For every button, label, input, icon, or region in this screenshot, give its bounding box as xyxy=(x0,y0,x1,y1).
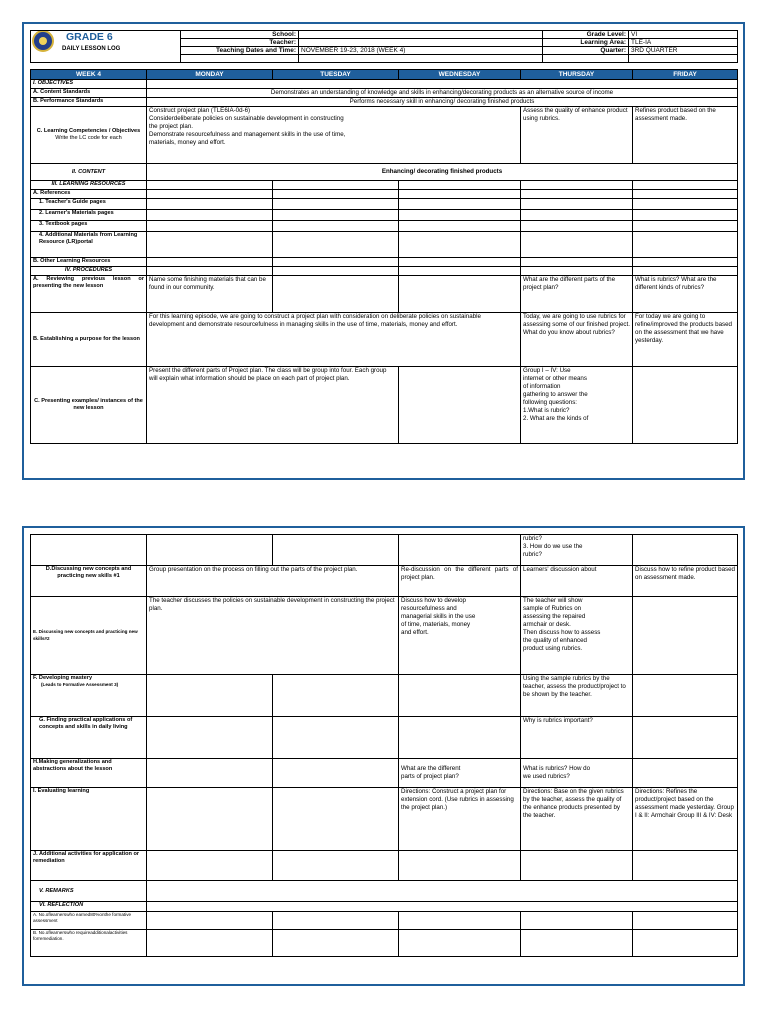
procedure-f-thursday: Using the sample rubrics by the teacher, assess the product/project to be shown by the teacher. xyxy=(521,675,633,717)
header-table xyxy=(30,30,738,63)
competency-line: materials, money and effort. xyxy=(149,139,226,146)
procedure-d-label: D.Discussing new concepts and practicing new skills #1 xyxy=(31,566,147,597)
quarter-value[interactable]: 3RD QUARTER xyxy=(629,47,738,55)
c-thu-line: 1.What is rubric? xyxy=(523,407,570,414)
c-thu-line: 2. What are the kinds of xyxy=(523,415,589,422)
performance-standards-label: B. Performance Standards xyxy=(31,98,147,107)
tb-label: 3. Textbook pages xyxy=(31,221,147,232)
procedure-h-label: H.Making generalizations and abstractions about the lesson xyxy=(31,759,147,788)
procedure-i-wednesday: Directions: Construct a project plan for extension cord. (Use rubrics in assessing the project plan.) xyxy=(399,788,521,851)
teacher-label: Teacher: xyxy=(181,39,299,47)
content-value: Enhancing/ decorating finished products xyxy=(147,164,738,181)
procedure-c-thursday-cont xyxy=(521,535,633,566)
e-wed-line: Discuss how to develop xyxy=(401,597,467,604)
procedure-a-friday: What is rubrics? What are the different kinds of rubrics? xyxy=(633,276,738,313)
quarter-label: Quarter: xyxy=(543,47,629,55)
procedure-e-text: E. Discussing new concepts and practicing new skills#2 xyxy=(33,628,138,641)
school-label: School: xyxy=(181,31,299,39)
dates-value[interactable]: NOVEMBER 19-23, 2018 (WEEK 4) xyxy=(299,47,543,55)
c-thu-line: following questions: xyxy=(523,399,578,406)
procedure-j-label: J. Additional activities for application or remediation xyxy=(31,851,147,881)
competency-line: Construct project plan (TLE6IA-0d-6) xyxy=(149,107,251,114)
procedure-c-monday: Present the different parts of Project plan. The class will be group into four. Each group will explain what information should be place on each part of project plan. xyxy=(147,367,399,444)
content-heading: II. CONTENT xyxy=(31,164,147,181)
learning-area-value[interactable]: TLE-IA xyxy=(629,39,738,47)
procedure-c-thursday xyxy=(521,367,633,444)
log-title: DAILY LESSON LOG xyxy=(62,46,121,52)
e-thu-line: the quality of enhanced xyxy=(523,637,587,644)
objectives-heading: I. OBJECTIVES xyxy=(31,80,147,89)
c-thu-line: Group I – IV: Use xyxy=(523,367,571,374)
procedure-f-label xyxy=(31,675,147,717)
e-thu-line: sample of Rubrics on xyxy=(523,605,582,612)
competencies-friday: Refines product based on the assessment made. xyxy=(633,107,738,164)
procedure-f-sub: (Leads to Formative Assessment 3) xyxy=(41,682,119,687)
e-wed-line: of time, materials, money xyxy=(401,621,471,628)
procedure-e-label xyxy=(31,597,147,675)
reflection-heading: VI. REFLECTION xyxy=(31,902,147,912)
e-wed-line: managerial skills in the use xyxy=(401,613,476,620)
procedure-a-thursday: What are the different parts of the project plan? xyxy=(521,276,633,313)
e-thu-line: Then discuss how to assess xyxy=(523,629,601,636)
procedure-b-friday: For today we are going to refine/improved the products based on the assessment that we have yesterday. xyxy=(633,313,738,367)
procedure-b-label: B. Establishing a purpose for the lesson xyxy=(31,313,147,367)
references-label: A. References xyxy=(31,190,147,199)
procedure-a-monday: Name some finishing materials that can be found in our community. xyxy=(147,276,273,313)
grade-level-label: Grade Level: xyxy=(543,31,629,39)
procedure-c-label: C. Presenting examples/ instances of the new lesson xyxy=(31,367,147,444)
e-thu-line: assessing the repaired xyxy=(523,613,586,620)
procedure-d-wednesday: Re-discussion on the different parts of project plan. xyxy=(399,566,521,597)
day-header-row xyxy=(31,70,738,80)
h-wed-line: What are the different xyxy=(401,765,461,772)
procedure-d-friday: Discuss how to refine product based on assessment made. xyxy=(633,566,738,597)
learning-area-label: Learning Area: xyxy=(543,39,629,47)
competencies-monday xyxy=(147,107,521,164)
procedure-d-monday: Group presentation on the process on filling out the parts of the project plan. xyxy=(147,566,399,597)
procedure-h-wednesday xyxy=(399,759,521,788)
lesson-table-page2 xyxy=(30,534,738,957)
content-standards-value: Demonstrates an understanding of knowledge and skills in enhancing/decorating products as an alternative source of income xyxy=(147,89,738,98)
wednesday-header: WEDNESDAY xyxy=(399,70,521,80)
competency-line: Considerdeliberate policies on sustainable development in constructing xyxy=(149,115,344,122)
c-thu-line: internet or other means xyxy=(523,375,587,382)
friday-header: FRIDAY xyxy=(633,70,738,80)
e-wed-line: and effort. xyxy=(401,629,429,636)
procedure-b-thursday: Today, we are going to use rubrics for assessing some of our finished project. What do you know about rubrics? xyxy=(521,313,633,367)
procedures-heading: IV. PROCEDURES xyxy=(31,267,147,276)
resources-heading: III. LEARNING RESOURCES xyxy=(31,181,147,190)
page-one xyxy=(22,22,745,480)
week-header: WEEK 4 xyxy=(31,70,147,80)
c-thu-line: rubric? xyxy=(523,551,542,558)
thursday-header: THURSDAY xyxy=(521,70,633,80)
procedure-d-thursday: Learners' discussion about xyxy=(521,566,633,597)
page-two xyxy=(22,526,745,986)
procedure-g-label: G. Finding practical applications of concepts and skills in daily living xyxy=(31,717,147,759)
remarks-heading: V. REMARKS xyxy=(31,881,147,902)
procedure-f-title: F. Developing mastery xyxy=(33,675,93,681)
content-standards-label: A. Content Standards xyxy=(31,89,147,98)
procedure-a-label: A. Reviewing previous lesson or presenting the new lesson xyxy=(31,276,147,313)
procedure-i-label: I. Evaluating learning xyxy=(31,788,147,851)
reflection-a-label: A. No.oflearnerswho earned80%onthe formative assessment xyxy=(31,912,147,930)
e-thu-line: product using rubrics. xyxy=(523,645,583,652)
procedure-b-monday: For this learning episode, we are going to construct a project plan with consideration on deliberate policies on sustainable development and demonstrate resourcefulness in managing skills in the use of time, materials, money and effort. xyxy=(147,313,521,367)
tg-label: 1. Teacher's Guide pages xyxy=(31,199,147,210)
tuesday-header: TUESDAY xyxy=(273,70,399,80)
competencies-title: C. Learning Competencies / Objectives xyxy=(36,128,141,134)
teacher-value[interactable] xyxy=(299,39,543,47)
competencies-thursday: Assess the quality of enhance product using rubrics. xyxy=(521,107,633,164)
competency-line: Demonstrate resourcefulness and management skills in the use of time, xyxy=(149,131,346,138)
h-thu-line: we used rubrics? xyxy=(523,773,570,780)
grade-level-value[interactable]: VI xyxy=(629,31,738,39)
school-value[interactable] xyxy=(299,31,543,39)
c-thu-line: 3. How do we use the xyxy=(523,543,583,550)
procedure-e-thursday xyxy=(521,597,633,675)
e-wed-line: resourcefulness and xyxy=(401,605,457,612)
grade-title: GRADE 6 xyxy=(66,31,113,43)
dates-label: Teaching Dates and Time: xyxy=(181,47,299,55)
procedure-i-thursday: Directions: Base on the given rubrics by the teacher, assess the quality of the enhance products presented by the teacher. xyxy=(521,788,633,851)
c-thu-line: gathering to answer the xyxy=(523,391,588,398)
reflection-b-label: B. No.oflearnerswho requireadditionalactivities forremediation. xyxy=(31,930,147,957)
h-thu-line: What is rubrics? How do xyxy=(523,765,591,772)
procedure-g-thursday: Why is rubrics important? xyxy=(521,717,633,759)
procedure-e-wednesday xyxy=(399,597,521,675)
procedure-e-monday: The teacher discusses the policies on sustainable development in constructing the project plan. xyxy=(147,597,399,675)
competencies-sub: Write the LC code for each xyxy=(55,135,122,141)
procedure-h-thursday xyxy=(521,759,633,788)
e-thu-line: armchair or desk. xyxy=(523,621,571,628)
c-thu-line: of information xyxy=(523,383,561,390)
procedure-i-friday: Directions: Refines the product/project based on the assessment made yesterday. Group I & II: Armchair Group III & IV: Desk xyxy=(633,788,738,851)
other-resources-label: B. Other Learning Resources xyxy=(31,258,147,267)
performance-standards-value: Performs necessary skill in enhancing/ decorating finished products xyxy=(147,98,738,107)
lm-label: 2. Learner's Materials pages xyxy=(31,210,147,221)
competency-line: the project plan. xyxy=(149,123,194,130)
c-thu-line: rubric? xyxy=(523,535,542,542)
e-thu-line: The teacher will show xyxy=(523,597,583,604)
monday-header: MONDAY xyxy=(147,70,273,80)
competencies-label xyxy=(31,107,147,164)
lesson-table-page1 xyxy=(30,69,738,444)
h-wed-line: parts of project plan? xyxy=(401,773,459,780)
lr-label: 4. Additional Materials from Learning Resource (LR)portal xyxy=(31,232,147,258)
logo-cell xyxy=(31,31,181,63)
